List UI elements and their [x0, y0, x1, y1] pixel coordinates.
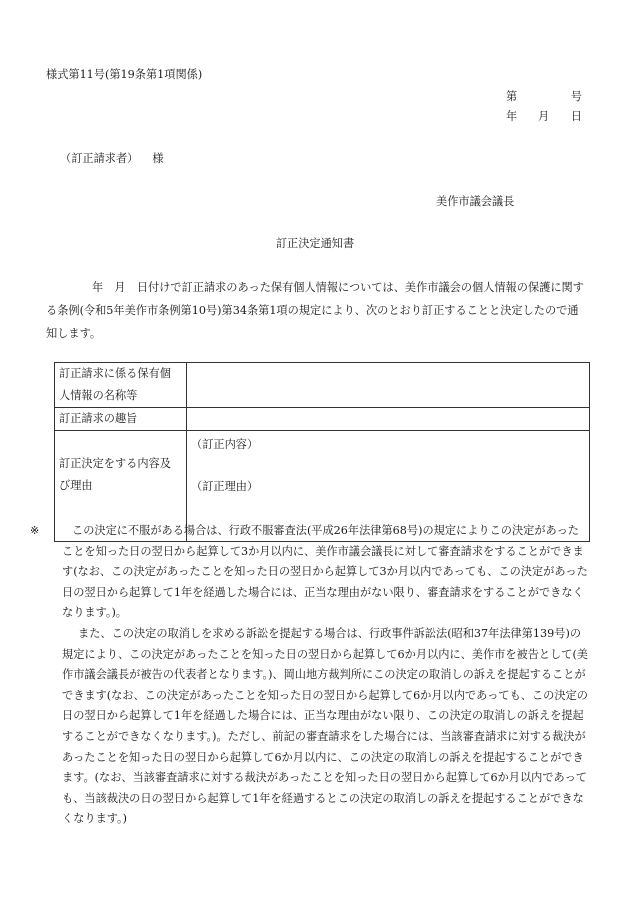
body-paragraph: 年 月 日付けで訂正請求のあった保有個人情報については、美作市議会の個人情報の保護に関する条例(令和5年美作市条例第10号)第34条第1項の規定により、次のとおり訂正することと決定したので通知します。	[46, 281, 584, 340]
row3-label: 訂正決定をする内容及び理由	[55, 431, 187, 542]
row3-reason: （訂正理由）	[191, 480, 259, 493]
row2-value	[187, 408, 590, 431]
body-text	[46, 276, 586, 345]
document-title: 訂正決定通知書	[275, 237, 355, 250]
addressee	[60, 153, 164, 164]
date-line	[506, 111, 582, 122]
date-year: 年	[506, 110, 518, 123]
row2-label: 訂正請求の趣旨	[55, 408, 187, 431]
note-paragraph-2: また、この決定の取消しを求める訴訟を提起する場合は、行政事件訴訟法(昭和37年法律第139号)の規定により、この決定があったことを知った日の翌日から起算して6か月以内に、美作市を被告として(美作市議会議長が被告の代表者となります。)、岡山地方裁判所にこの決定の取消しの訴えを提起することができます(なお、この決定があったことを知った日の翌日から起算して6か月以内であっても、この決定の日の翌日から起算して1年を経過した場合には、正当な理由がない限り、この決定の取消しの訴えを提起することができなくなります。)。ただし、前記の審査請求をした場合には、当該審査請求に対する裁決があったことを知った日の翌日から起算して6か月以内に、この決定の取消しの訴えを提起することができます。(なお、当該審査請求に対する裁決があったことを知った日の翌日から起算して6か月以内であっても、当該裁決の日の翌日から起算して1年を経過するとこの決定の取消しの訴えを提起することができなくなります。)	[62, 626, 588, 826]
notes	[30, 521, 590, 830]
note-mark: ※	[30, 524, 40, 537]
row1-value	[187, 363, 590, 408]
sender: 美作市議会議長	[436, 195, 515, 208]
form-number: 様式第11号(第19条第1項関係)	[46, 68, 203, 81]
addressee-name: （訂正請求者）	[60, 152, 139, 165]
document-number-line	[506, 91, 582, 102]
info-table	[54, 362, 590, 542]
table-row	[55, 408, 590, 431]
note-paragraph-1	[30, 521, 590, 624]
addressee-honorific: 様	[152, 152, 164, 165]
note-para1-text: この決定に不服がある場合は、行政不服審査法(平成26年法律第68号)の規定によりこの決定があったことを知った日の翌日から起算して3か月以内に、美作市議会議長に対して審査請求をすることができます(なお、この決定があったことを知った日の翌日から起算して3か月以内であっても、この決定があった日の翌日から起算して1年を経過した場合には、正当な理由がない限り、審査請求をすることができなくなります。)。	[62, 524, 588, 620]
date-day: 日	[570, 110, 582, 123]
number-dai: 第	[506, 90, 518, 103]
number-go: 号	[570, 90, 582, 103]
row3-content: （訂正内容）	[191, 438, 259, 451]
row1-label: 訂正請求に係る保有個人情報の名称等	[55, 363, 187, 408]
table-row	[55, 363, 590, 408]
date-month: 月	[538, 110, 550, 123]
